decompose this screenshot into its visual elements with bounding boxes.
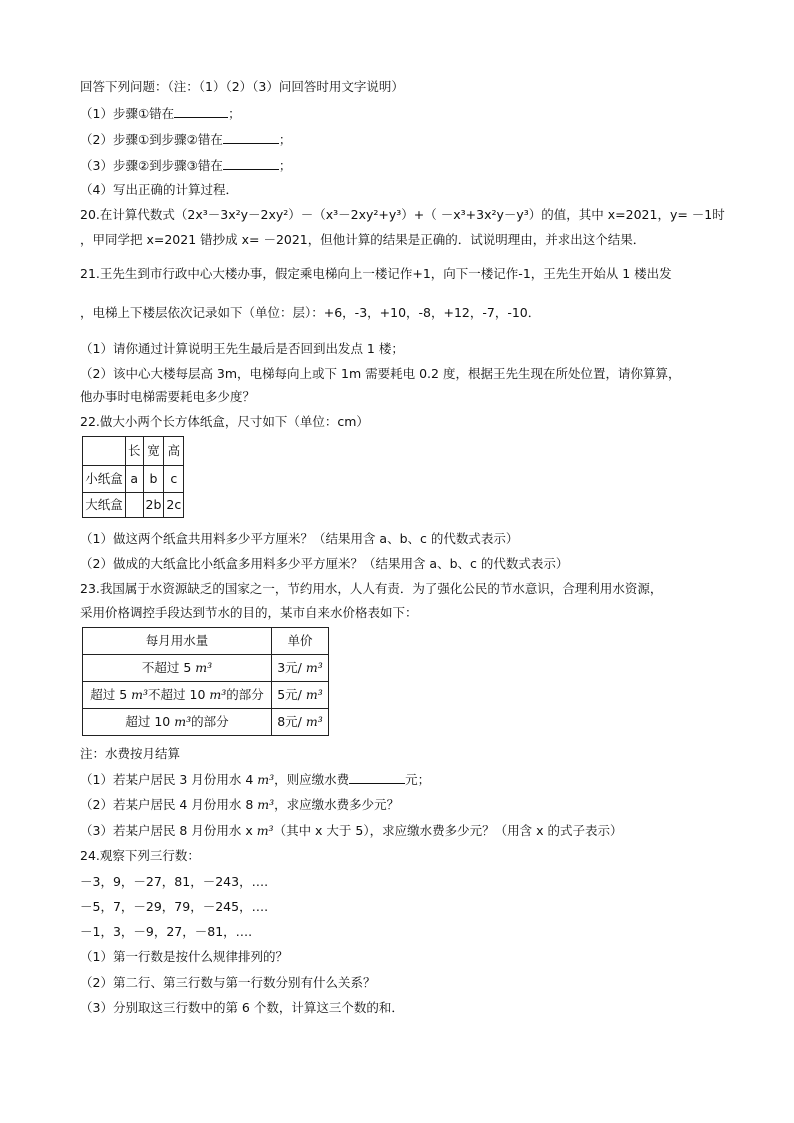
box-size-table [82, 436, 184, 518]
answer-blank[interactable] [349, 770, 405, 784]
q21-part2-line1: （2）该中心大楼每层高 3m，电梯每向上或下 1m 需要耗电 0.2 度，根据王先生现在所处位置，请你算算， [80, 366, 681, 381]
answer-blank[interactable] [223, 156, 279, 170]
table-row: 超过 10 m³的部分 8元/ m³ [83, 709, 329, 736]
q23-line1: 23.我国属于水资源缺乏的国家之一，节约用水，人人有责．为了强化公民的节水意识，合理利用水资源， [80, 581, 663, 596]
answer-blank[interactable] [174, 104, 228, 118]
q21-part1: （1）请你通过计算说明王先生最后是否回到出发点 1 楼； [80, 341, 404, 356]
q22-intro: 22.做大小两个长方体纸盒，尺寸如下（单位：cm） [80, 414, 369, 429]
q19-intro: 回答下列问题：（注：（1）（2）（3）问回答时用文字说明） [80, 79, 404, 94]
q21-line2: ，电梯上下楼层依次记录如下（单位：层）：+6，-3，+10，-8，+12，-7，-10． [80, 305, 541, 320]
table-row: 不超过 5 m³ 3元/ m³ [83, 655, 329, 682]
q24-row1: －3，9，－27，81，－243，…. [80, 874, 269, 889]
q22-part2: （2）做成的大纸盒比小纸盒多用料多少平方厘米？（结果用含 a、b、c 的代数式表示） [80, 556, 569, 571]
table-row: 每月用水量 单价 [83, 628, 329, 655]
q19-part1: （1）步骤①错在 ； [80, 106, 241, 121]
q23-part3: （3）若某户居民 8 月份用水 x m³（其中 x 大于 5），求应缴水费多少元？（用含 x 的式子表示） [80, 823, 623, 838]
q21-part2-line2: 他办事时电梯需要耗电多少度？ [80, 389, 256, 404]
q19-part3: （3）步骤②到步骤③错在 ； [80, 158, 292, 173]
q21-line1: 21.王先生到市行政中心大楼办事，假定乘电梯向上一楼记作+1，向下一楼记作-1，王先生开始从 1 楼出发 [80, 266, 672, 281]
q23-note: 注：水费按月结算 [80, 746, 181, 761]
q20-line1: 20.在计算代数式（2x³－3x²y－2xy²）－（x³－2xy²+y³）+（ －x³+3x²y－y³）的值，其中 x=2021，y= －1时 [80, 207, 725, 222]
q23-part2: （2）若某户居民 4 月份用水 8 m³，求应缴水费多少元？ [80, 797, 400, 812]
water-price-table [82, 627, 329, 736]
q19-part2: （2）步骤①到步骤②错在 ； [80, 132, 292, 147]
answer-blank[interactable] [223, 130, 279, 144]
q20-line2: ，甲同学把 x=2021 错抄成 x= －2021，但他计算的结果是正确的．试说明理由，并求出这个结果． [80, 232, 646, 247]
q23-part1: （1）若某户居民 3 月份用水 4 m³，则应缴水费 元； [80, 772, 431, 787]
q19-part4: （4）写出正确的计算过程． [80, 182, 238, 197]
table-row: 大纸盒 2b 2c [83, 493, 184, 518]
q24-row3: －1，3，－9，27，－81，…. [80, 924, 253, 939]
q24-part1: （1）第一行数是按什么规律排列的？ [80, 949, 288, 964]
q24-part2: （2）第二行、第三行数与第一行数分别有什么关系？ [80, 975, 376, 990]
q22-part1: （1）做这两个纸盒共用料多少平方厘米？（结果用含 a、b、c 的代数式表示） [80, 531, 519, 546]
q24-part3: （3）分别取这三行数中的第 6 个数，计算这三个数的和． [80, 1000, 404, 1015]
table-row: 超过 5 m³不超过 10 m³的部分 5元/ m³ [83, 682, 329, 709]
table-row: 长 宽 高 [83, 437, 184, 466]
q24-intro: 24.观察下列三行数： [80, 848, 200, 863]
q23-line2: 采用价格调控手段达到节水的目的，某市自来水价格表如下： [80, 605, 418, 620]
q24-row2: －5，7，－29，79，－245，…. [80, 899, 269, 914]
table-row: 小纸盒 a b c [83, 466, 184, 493]
